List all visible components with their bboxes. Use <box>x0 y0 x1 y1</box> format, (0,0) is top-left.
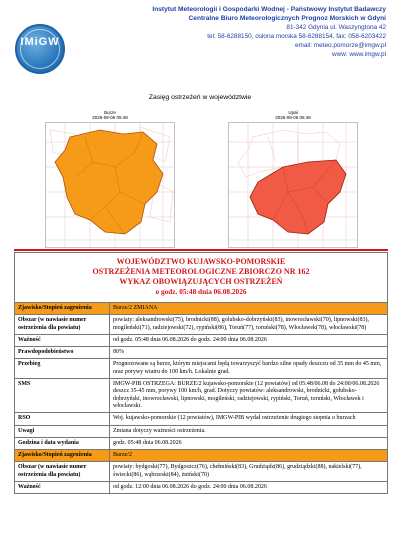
map-caption-phenomenon: Upał <box>288 110 298 115</box>
row-label: Ważność <box>15 482 110 494</box>
row-label: Obszar (w nawiasie numer ostrzeżenia dla powiatu) <box>15 315 110 335</box>
row-label: Ważność <box>15 334 110 346</box>
logo-text: IMiGW <box>20 36 60 48</box>
map-caption-phenomenon: Burze <box>104 110 116 115</box>
as-of-title: o godz. 05:48 dnia 06.08.2026 <box>155 287 247 296</box>
map-upal <box>228 110 358 248</box>
voivodeship-title: WOJEWÓDZTWO KUJAWSKO-POMORSKIE <box>116 257 286 266</box>
address: 81-342 Gdynia ul. Waszyngtona 42 <box>286 24 386 31</box>
table-row <box>15 334 388 346</box>
row-label: RSO <box>15 413 110 425</box>
row-label: Przebieg <box>15 359 110 379</box>
row-label: SMS <box>15 379 110 413</box>
row-value: godz. 05:48 dnia 06.08.2026 <box>110 437 388 449</box>
table-row <box>15 425 388 437</box>
row-value: od godz. 12:00 dnia 06.08.2026 do godz. 24:00 dnia 06.08.2026 <box>110 482 388 494</box>
table-row <box>15 437 388 449</box>
row-value: od godz. 05:48 dnia 06.08.2026 do godz. 24:00 dnia 06.08.2026 <box>110 334 388 346</box>
row-label: Zjawisko/Stopień zagrożenia <box>15 450 110 462</box>
email: email: meteo.pomorze@imgw.pl <box>294 42 386 49</box>
row-label: Prawdopodobieństwo <box>15 347 110 359</box>
table-row <box>15 450 388 462</box>
map-upal-graphic <box>228 122 358 248</box>
row-value: Prognozowane są burze, którym miejscami będą towarzyszyć bardzo silne opady deszczu od 35 mm do 45 mm, oraz porywy wiatru do 100 km/h. Lokalnie grad. <box>110 359 388 379</box>
row-label: Obszar (w nawiasie numer ostrzeżenia dla powiatu) <box>15 462 110 482</box>
website: www: www.imgw.pl <box>332 51 386 58</box>
title-separator <box>14 249 388 251</box>
row-label: Godzina i data wydania <box>15 437 110 449</box>
table-row <box>15 359 388 379</box>
row-value: Burze/2 <box>110 450 388 462</box>
row-value: 80% <box>110 347 388 359</box>
institute-header <box>86 5 386 59</box>
map-caption-date: 2026-08-06 05:48 <box>92 115 128 120</box>
warnings-range-title: Zasięg ostrzeżeń w województwie <box>148 94 252 101</box>
row-value: powiaty: aleksandrowski(75), brodnicki(88), golubsko-dobrzyński(83), inowrocławski(70), lipnowski(83), mogileński(71), radziejowski(72), rypiński(86), Toruń(77), toruński(78), Włocławek(78), włocławski(78) <box>110 315 388 335</box>
institute-name: Instytut Meteorologii i Gospodarki Wodnej - Państwowy Instytut Badawczy <box>152 6 386 13</box>
warnings-number-title: OSTRZEŻENIA METEOROLOGICZNE ZBIORCZO NR 162 <box>92 267 310 276</box>
table-row <box>15 347 388 359</box>
map-burze <box>45 110 175 248</box>
row-label: Zjawisko/Stopień zagrożenia <box>15 303 110 315</box>
row-value: IMGW-PIB OSTRZEGA: BURZE/2 kujawsko-pomorskie (12 powiatów) od 05:48/06.08 do 24:00/06.08.2026 deszcz 35-45 mm, porywy 100 km/h, grad. Dotyczy powiatów: aleksandrowski, brodnicki, golubsko-dobrzyński, inowrocławski, lipnowski, mogileński, radziejowski, rypiński, Toruń, toruński, Włocławek i włocławski. <box>110 379 388 413</box>
map-caption-date: 2026-08-06 05:48 <box>275 115 311 120</box>
phone: tel: 58-6288150, osłona morska 58-6288154, fax: 058-6203422 <box>207 33 386 40</box>
table-row <box>15 482 388 494</box>
warnings-table <box>14 252 388 494</box>
table-row <box>15 413 388 425</box>
table-row <box>15 315 388 335</box>
table-row <box>15 303 388 315</box>
list-title: WYKAZ OBOWIĄZUJĄCYCH OSTRZEŻEŃ <box>119 277 283 286</box>
row-value: Burze/2 ZMIANA <box>110 303 388 315</box>
row-value: Woj. kujawsko-pomorskie (12 powiatów), IMGW-PIB wydał ostrzeżenie drugiego stopnia o burzach <box>110 413 388 425</box>
table-row <box>15 462 388 482</box>
row-label: Uwagi <box>15 425 110 437</box>
row-value: powiaty: bydgoski(77), Bydgoszcz(76), chełmiński(83), Grudziądz(86), grudziądzki(88), nakielski(77), świecki(86), wąbrzeski(84), żniński(70) <box>110 462 388 482</box>
imgw-logo <box>15 24 65 74</box>
table-row <box>15 379 388 413</box>
row-value: Zmiana dotyczy ważności ostrzeżenia. <box>110 425 388 437</box>
warnings-title <box>15 253 388 303</box>
office-name: Centralne Biuro Meteorologicznych Prognoz Morskich w Gdyni <box>188 15 386 22</box>
map-burze-graphic <box>45 122 175 248</box>
